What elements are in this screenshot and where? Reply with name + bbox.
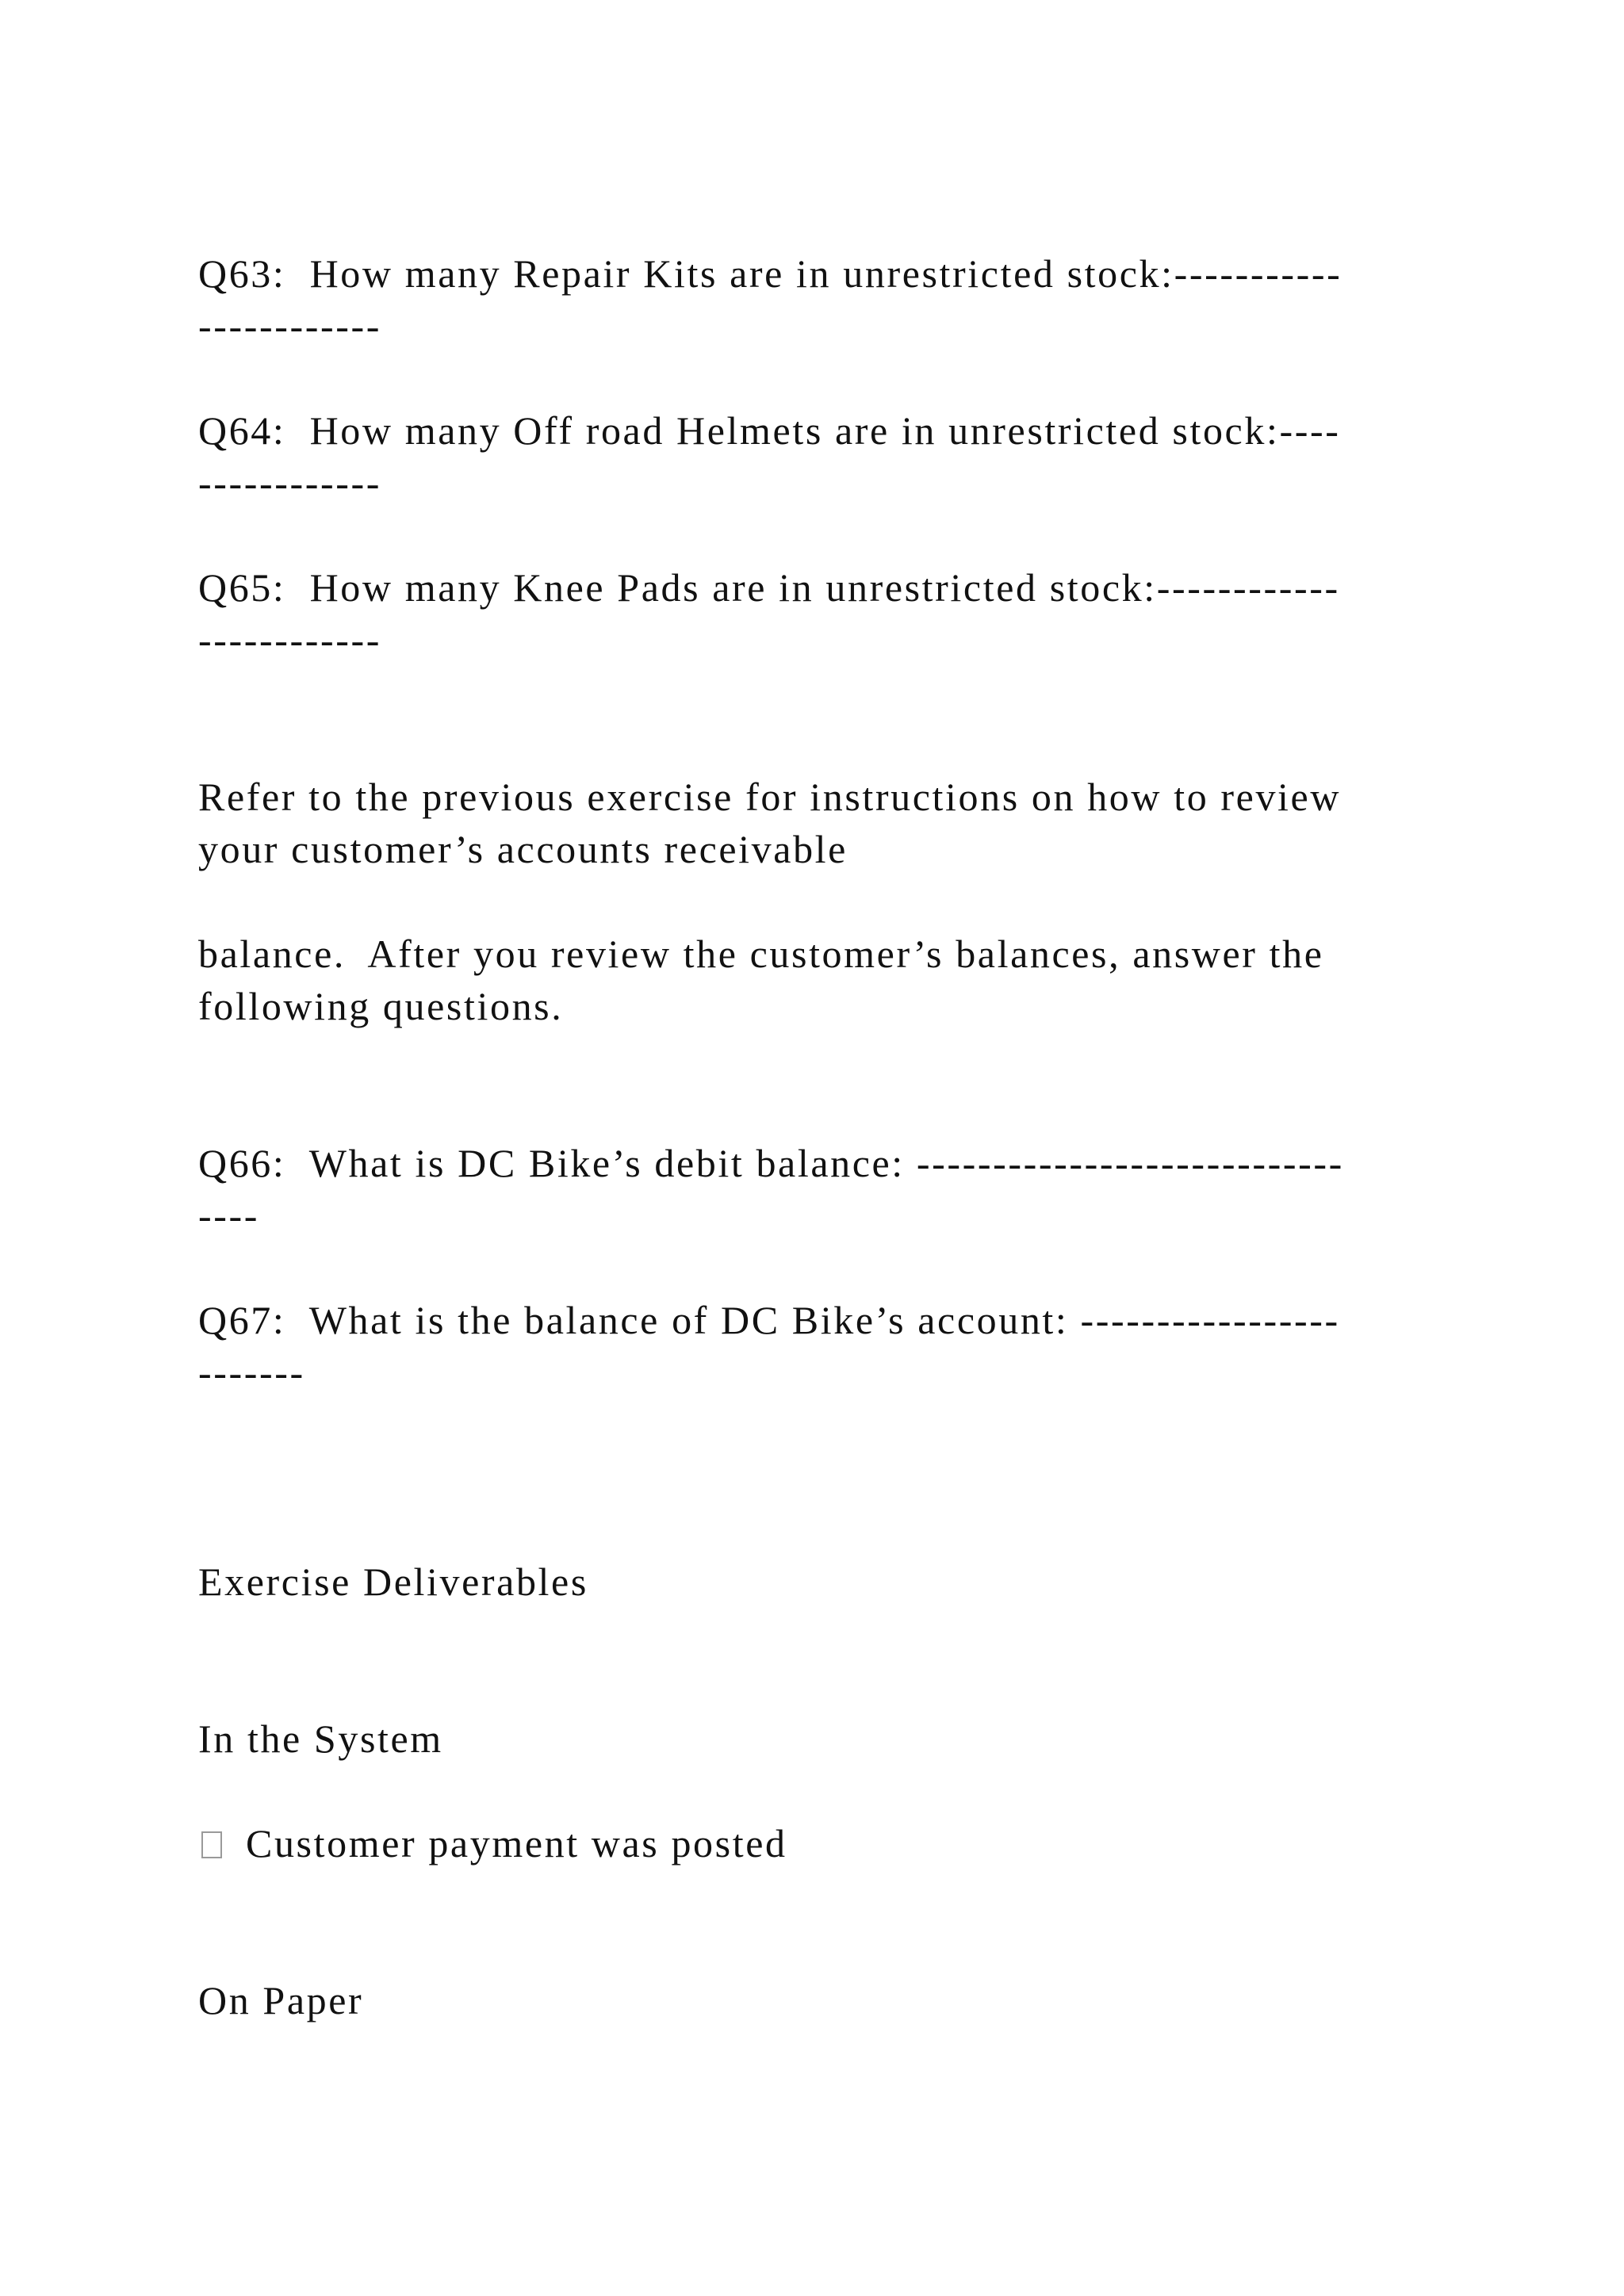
checklist-item-label: Customer payment was posted (246, 1821, 787, 1866)
q63-line-1: Q63: How many Repair Kits are in unrestricted stock:----------- (198, 251, 1342, 296)
instructions-line-1: Refer to the previous exercise for instructions on how to review (198, 775, 1342, 819)
q65-line-1: Q65: How many Knee Pads are in unrestricted stock:------------ (198, 565, 1340, 610)
checklist-item (198, 1817, 787, 1869)
q63-line-2: ------------ (198, 304, 382, 348)
deliverables-heading: Exercise Deliverables (198, 1559, 588, 1604)
q65-line-2: ------------ (198, 618, 382, 662)
in-system-heading: In the System (198, 1716, 443, 1761)
q67-line-1: Q67: What is the balance of DC Bike’s account: ----------------- (198, 1298, 1340, 1342)
instructions-line-3: balance. After you review the customer’s balances, answer the (198, 932, 1324, 976)
q64-line-1: Q64: How many Off road Helmets are in unrestricted stock:---- (198, 408, 1341, 453)
instructions-line-4: following questions. (198, 984, 564, 1028)
on-paper-heading: On Paper (198, 1978, 364, 2022)
q66-line-1: Q66: What is DC Bike’s debit balance: ---------------------------- (198, 1141, 1344, 1185)
checkbox-icon (201, 1831, 222, 1858)
q67-line-2: ------- (198, 1350, 305, 1395)
q66-line-2: ---- (198, 1193, 260, 1238)
q64-line-2: ------------ (198, 461, 382, 505)
instructions-line-2: your customer’s accounts receivable (198, 827, 848, 871)
